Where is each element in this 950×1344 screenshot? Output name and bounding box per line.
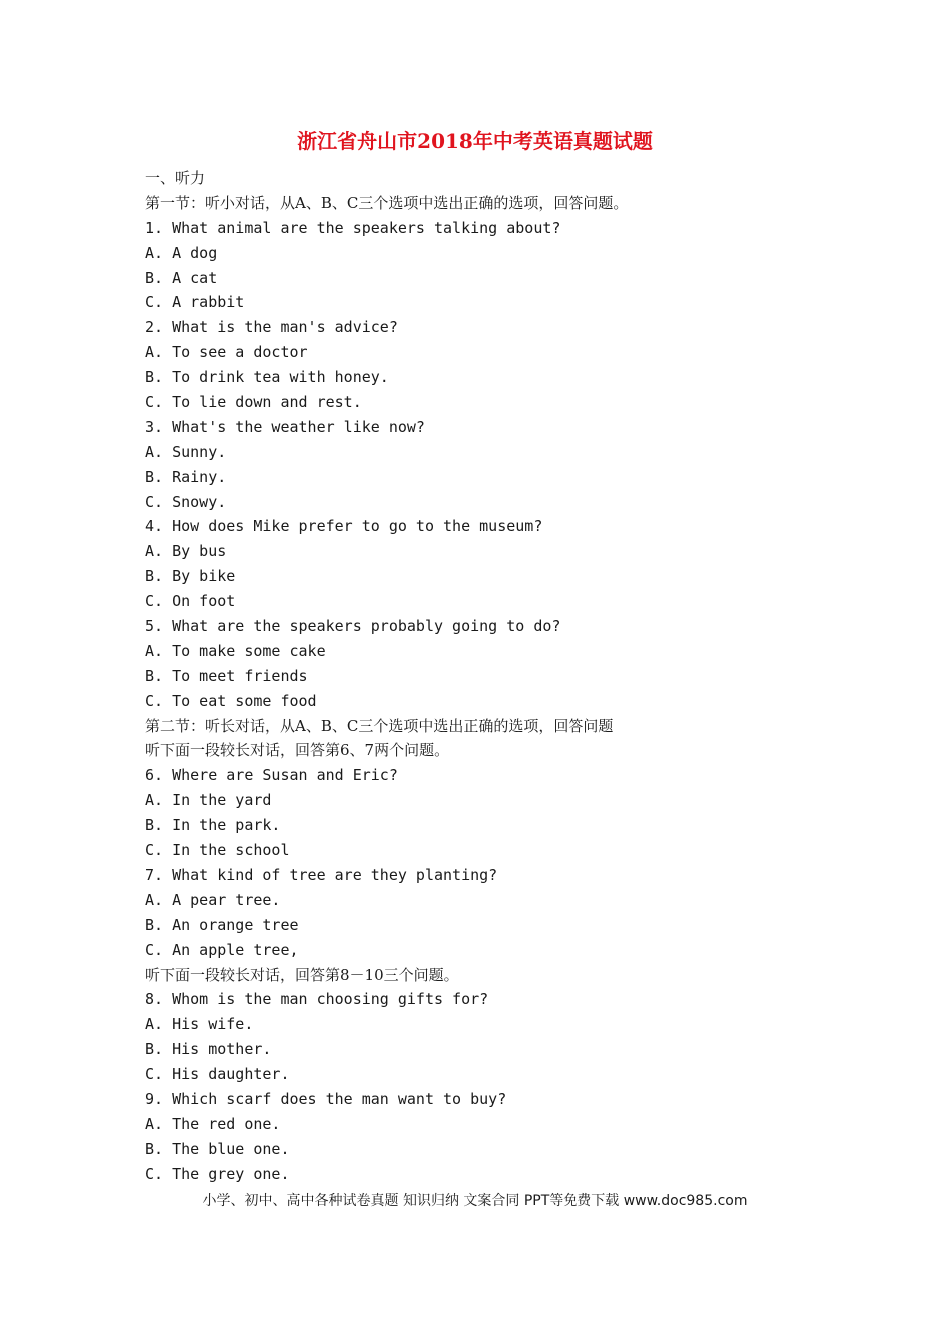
text-line: B. His mother. bbox=[145, 1040, 272, 1059]
text-line: C. To lie down and rest. bbox=[145, 393, 362, 412]
text-line: C. His daughter. bbox=[145, 1065, 290, 1084]
text-line: 第一节：听小对话，从A、B、C三个选项中选出正确的选项，回答问题。 bbox=[145, 193, 629, 212]
text-line: A. Sunny. bbox=[145, 442, 227, 461]
text-line: 6. Where are Susan and Eric? bbox=[145, 766, 398, 785]
text-line: A. The red one. bbox=[145, 1114, 281, 1133]
text-line: A. To make some cake bbox=[145, 641, 326, 660]
text-line: C. The grey one. bbox=[145, 1164, 290, 1183]
text-line: B. To meet friends bbox=[145, 666, 308, 685]
text-line: 一、听力 bbox=[145, 169, 206, 187]
text-line: 第二节：听长对话，从A、B、C三个选项中选出正确的选项，回答问题 bbox=[145, 716, 614, 735]
text-line: B. A cat bbox=[145, 268, 218, 287]
text-line: 4. How does Mike prefer to go to the museum? bbox=[145, 517, 543, 536]
text-line: B. An orange tree bbox=[145, 915, 299, 934]
text-line: 9. Which scarf does the man want to buy? bbox=[145, 1089, 507, 1108]
text-line: C. On foot bbox=[145, 592, 236, 611]
text-line: B. To drink tea with honey. bbox=[145, 368, 389, 387]
text-line: 7. What kind of tree are they planting? bbox=[145, 865, 498, 884]
text-line: B. The blue one. bbox=[145, 1139, 290, 1158]
text-line: A. By bus bbox=[145, 542, 227, 561]
text-line: 听下面一段较长对话，回答第6、7两个问题。 bbox=[145, 741, 450, 760]
text-line: A. A dog bbox=[145, 243, 218, 262]
text-line: B. By bike bbox=[145, 567, 236, 586]
text-line: A. In the yard bbox=[145, 791, 272, 810]
text-line: C. In the school bbox=[145, 841, 290, 860]
text-line: 5. What are the speakers probably going to do? bbox=[145, 617, 561, 636]
text-line: 听下面一段较长对话，回答第8－10三个问题。 bbox=[145, 965, 459, 984]
text-line: A. To see a doctor bbox=[145, 343, 308, 362]
text-line: C. An apple tree, bbox=[145, 940, 299, 959]
page-title: 浙江省舟山市2018年中考英语真题试题 bbox=[297, 129, 653, 153]
page-footer: 小学、初中、高中各种试卷真题 知识归纳 文案合同 PPT等免费下载 www.doc985.com bbox=[202, 1193, 748, 1209]
text-line: 1. What animal are the speakers talking about? bbox=[145, 218, 561, 237]
text-line: C. Snowy. bbox=[145, 492, 227, 511]
text-line: C. A rabbit bbox=[145, 293, 245, 312]
document-body bbox=[145, 166, 845, 1187]
text-line: 2. What is the man's advice? bbox=[145, 318, 398, 337]
text-line: B. Rainy. bbox=[145, 467, 227, 486]
text-line: 3. What's the weather like now? bbox=[145, 417, 425, 436]
text-line: A. A pear tree. bbox=[145, 890, 281, 909]
text-line: C. To eat some food bbox=[145, 691, 317, 710]
text-line: A. His wife. bbox=[145, 1015, 254, 1034]
text-line: 8. Whom is the man choosing gifts for? bbox=[145, 990, 489, 1009]
text-line: B. In the park. bbox=[145, 816, 281, 835]
